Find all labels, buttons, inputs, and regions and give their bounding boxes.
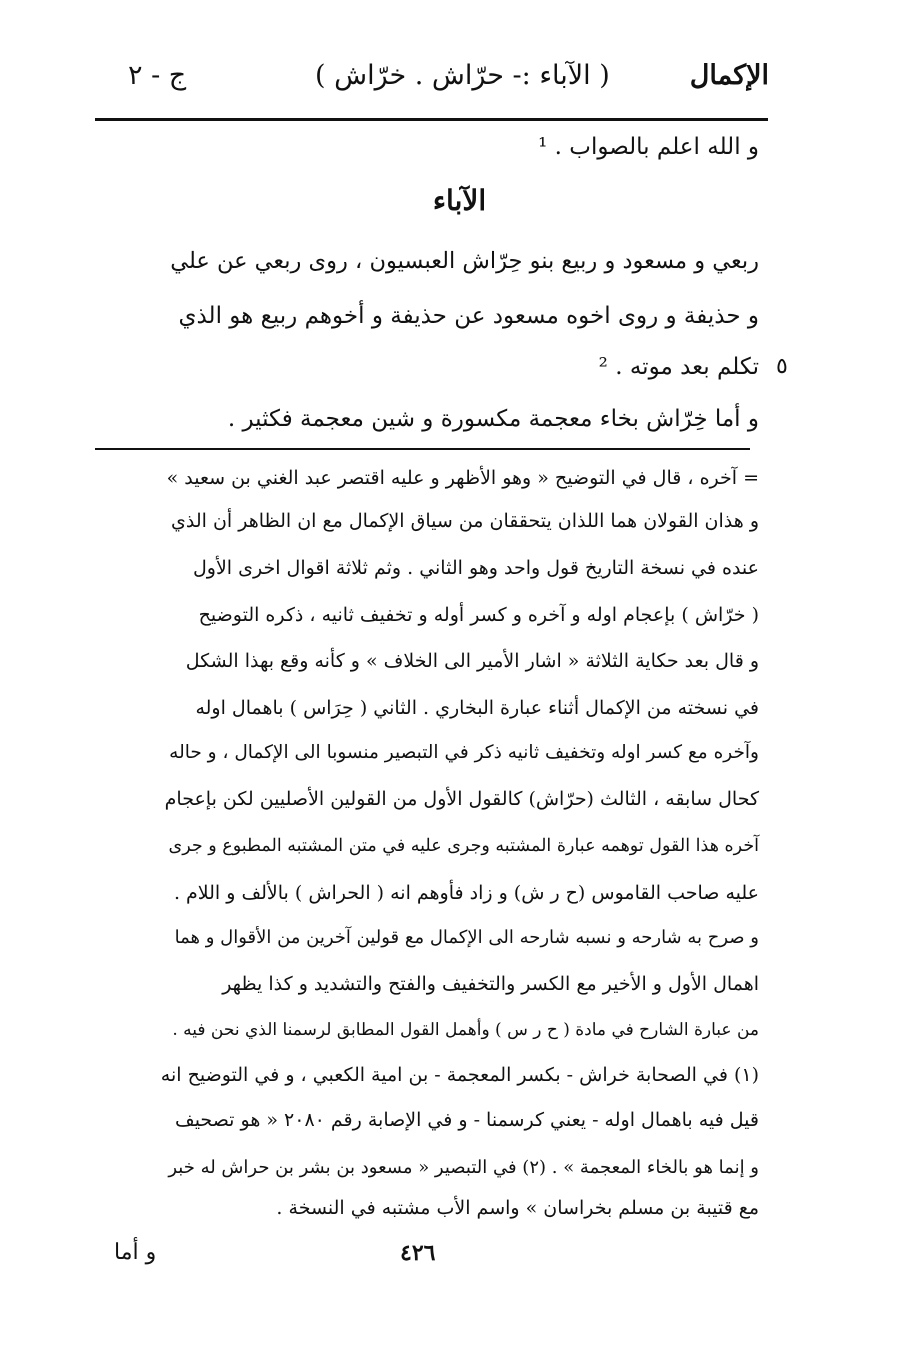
- main-text-line: و الله اعلم بالصواب . ¹: [538, 134, 759, 160]
- footnote-line: في نسخته من الإكمال أثناء عبارة البخاري . الثاني ( حِرَاس ) باهمال اوله: [195, 697, 759, 719]
- footnote-line: و صرح به شارحه و نسبه شارحه الى الإكمال مع قولين آخرين من الأقوال و هما: [174, 927, 759, 948]
- footnote-line: عنده في نسخة التاريخ قول واحد وهو الثاني . وثم ثلاثة اقوال اخرى الأول: [192, 557, 759, 579]
- footnote-line: و إنما هو بالخاء المعجمة » . (٢) في التبصير « مسعود بن بشر بن حراش له خبر: [168, 1157, 759, 1178]
- running-header-volume: ج - ٢: [128, 60, 187, 91]
- footnote-rule: [95, 448, 750, 450]
- line-number: ٥: [776, 354, 788, 379]
- footnote-line: وآخره مع كسر اوله وتخفيف ثانيه ذكر في التبصير منسوبا الى الإكمال ، و حاله: [169, 742, 759, 763]
- catchword: و أما: [114, 1240, 157, 1265]
- footnote-line: و قال بعد حكاية الثلاثة « اشار الأمير الى الخلاف » و كأنه وقع بهذا الشكل: [185, 650, 759, 672]
- page-number: ٤٢٦: [400, 1240, 436, 1266]
- footnote-line: عليه صاحب القاموس (ح ر ش) و زاد فأوهم انه ( الحراش ) بالألف و اللام .: [173, 882, 759, 904]
- main-text-line: تكلم بعد موته . ²: [598, 354, 759, 380]
- main-text-line: ربعي و مسعود و ربيع بنو حِرّاش العبسيون ، روى ربعي عن علي: [170, 248, 759, 274]
- footnote-line: آخره هذا القول توهمه عبارة المشتبه وجرى عليه في متن المشتبه المطبوع و جرى: [168, 836, 759, 856]
- footnote-line: ( خرّاش ) بإعجام اوله و آخره و كسر أوله و تخفيف ثانيه ، ذكره التوضيح: [198, 604, 759, 626]
- footnote-line: = آخره ، قال في التوضيح « وهو الأظهر و عليه اقتصر عبد الغني بن سعيد »: [166, 467, 759, 489]
- header-rule: [95, 118, 768, 121]
- running-header-section-title: ( الآباء :- حرّاش . خرّاش ): [315, 60, 610, 91]
- main-text-line: و أما خِرّاش بخاء معجمة مكسورة و شين معجمة فكثير .: [227, 406, 759, 432]
- footnote-line: قيل فيه باهمال اوله - يعني كرسمنا - و في الإصابة رقم ٢٠٨٠ « هو تصحيف: [175, 1109, 759, 1131]
- main-text-line: و حذيفة و روى اخوه مسعود عن حذيفة و أخوهم ربيع هو الذي: [178, 303, 759, 329]
- footnote-line: اهمال الأول و الأخير مع الكسر والتخفيف والفتح والتشديد و كذا يظهر: [222, 973, 759, 995]
- footnote-line: كحال سابقه ، الثالث (حرّاش) كالقول الأول من القولين الأصليين لكن بإعجام: [164, 788, 759, 810]
- footnote-line: مع قتيبة بن مسلم بخراسان » واسم الأب مشتبه في النسخة .: [276, 1197, 759, 1219]
- footnote-line: من عبارة الشارح في مادة ( ح ر س ) وأهمل القول المطابق لرسمنا الذي نحن فيه .: [172, 1020, 759, 1040]
- footnote-line: و هذان القولان هما اللذان يتحققان من سياق الإكمال مع ان الظاهر أن الذي: [171, 510, 759, 532]
- footnote-line: (١) في الصحابة خراش - بكسر المعجمة - بن امية الكعبي ، و في التوضيح انه: [160, 1064, 759, 1086]
- running-header-book-title: الإكمال: [689, 60, 769, 91]
- section-heading: الآباء: [432, 184, 487, 217]
